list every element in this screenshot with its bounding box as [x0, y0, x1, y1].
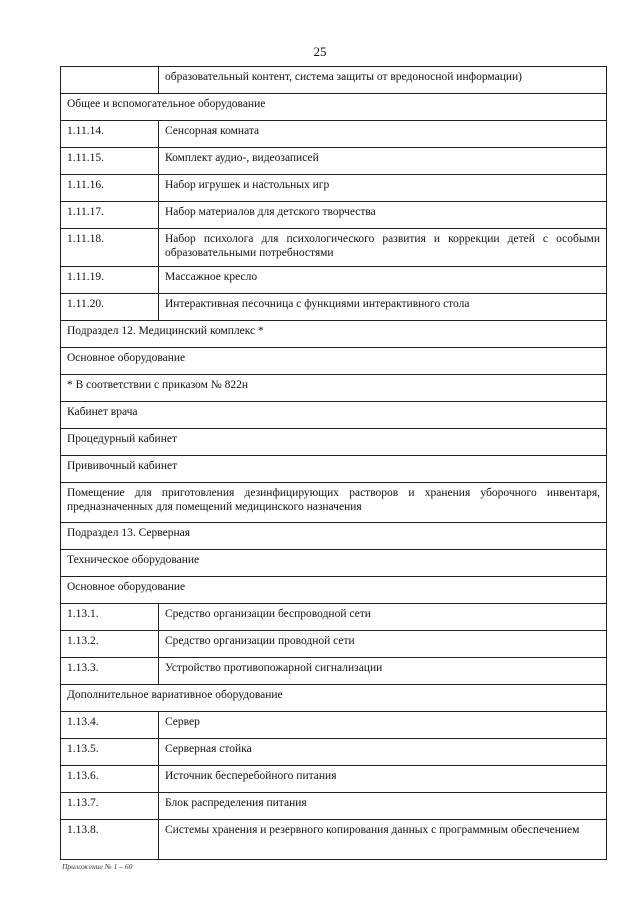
item-name: Системы хранения и резервного копирования данных с программным обеспечением [159, 820, 607, 860]
section-heading: Прививочный кабинет [61, 456, 607, 483]
section-row [61, 685, 607, 712]
equipment-table-body [61, 67, 607, 860]
item-number: 1.13.2. [61, 631, 159, 658]
section-heading: Основное оборудование [61, 577, 607, 604]
item-row [61, 175, 607, 202]
item-number: 1.13.6. [61, 766, 159, 793]
item-name: Сервер [159, 712, 607, 739]
item-number: 1.13.7. [61, 793, 159, 820]
item-row [61, 294, 607, 321]
item-row [61, 766, 607, 793]
item-number [61, 67, 159, 94]
item-name: Блок распределения питания [159, 793, 607, 820]
item-row [61, 148, 607, 175]
item-name: Набор игрушек и настольных игр [159, 175, 607, 202]
item-name: Средство организации беспроводной сети [159, 604, 607, 631]
section-row [61, 456, 607, 483]
item-name: Массажное кресло [159, 267, 607, 294]
item-number: 1.13.8. [61, 820, 159, 860]
item-number: 1.13.4. [61, 712, 159, 739]
section-heading: Помещение для приготовления дезинфицирующих растворов и хранения уборочного инвентаря, предназначенных для помещений медицинского назначения [61, 483, 607, 523]
item-number: 1.11.18. [61, 229, 159, 267]
section-heading: * В соответствии с приказом № 822н [61, 375, 607, 402]
item-row [61, 658, 607, 685]
item-number: 1.11.15. [61, 148, 159, 175]
item-row [61, 67, 607, 94]
section-row [61, 483, 607, 523]
section-row [61, 550, 607, 577]
item-row [61, 229, 607, 267]
section-row [61, 348, 607, 375]
section-row [61, 321, 607, 348]
item-number: 1.11.14. [61, 121, 159, 148]
section-heading: Подраздел 12. Медицинский комплекс * [61, 321, 607, 348]
item-row [61, 604, 607, 631]
item-name: Интерактивная песочница с функциями интерактивного стола [159, 294, 607, 321]
item-row [61, 121, 607, 148]
equipment-table [60, 66, 607, 860]
item-row [61, 631, 607, 658]
item-row [61, 202, 607, 229]
section-heading: Основное оборудование [61, 348, 607, 375]
section-heading: Процедурный кабинет [61, 429, 607, 456]
section-row [61, 94, 607, 121]
item-name: Комплект аудио-, видеозаписей [159, 148, 607, 175]
section-row [61, 523, 607, 550]
item-name: Источник бесперебойного питания [159, 766, 607, 793]
section-row [61, 375, 607, 402]
item-row [61, 712, 607, 739]
item-name: Набор материалов для детского творчества [159, 202, 607, 229]
item-row [61, 739, 607, 766]
item-name: Устройство противопожарной сигнализации [159, 658, 607, 685]
item-number: 1.13.5. [61, 739, 159, 766]
section-heading: Подраздел 13. Серверная [61, 523, 607, 550]
item-name: Серверная стойка [159, 739, 607, 766]
item-name: образовательный контент, система защиты от вредоносной информации) [159, 67, 607, 94]
section-heading: Кабинет врача [61, 402, 607, 429]
section-row [61, 402, 607, 429]
section-row [61, 577, 607, 604]
item-row [61, 820, 607, 860]
item-number: 1.13.1. [61, 604, 159, 631]
item-number: 1.11.17. [61, 202, 159, 229]
item-row [61, 793, 607, 820]
item-number: 1.13.3. [61, 658, 159, 685]
section-heading: Общее и вспомогательное оборудование [61, 94, 607, 121]
section-heading: Дополнительное вариативное оборудование [61, 685, 607, 712]
item-number: 1.11.19. [61, 267, 159, 294]
item-row [61, 267, 607, 294]
footer-note: Приложение № 1 – 60 [62, 862, 133, 871]
section-heading: Техническое оборудование [61, 550, 607, 577]
item-name: Набор психолога для психологического развития и коррекции детей с особыми образовательными потребностями [159, 229, 607, 267]
item-name: Средство организации проводной сети [159, 631, 607, 658]
page-number: 25 [313, 44, 327, 59]
section-row [61, 429, 607, 456]
item-name: Сенсорная комната [159, 121, 607, 148]
item-number: 1.11.20. [61, 294, 159, 321]
item-number: 1.11.16. [61, 175, 159, 202]
